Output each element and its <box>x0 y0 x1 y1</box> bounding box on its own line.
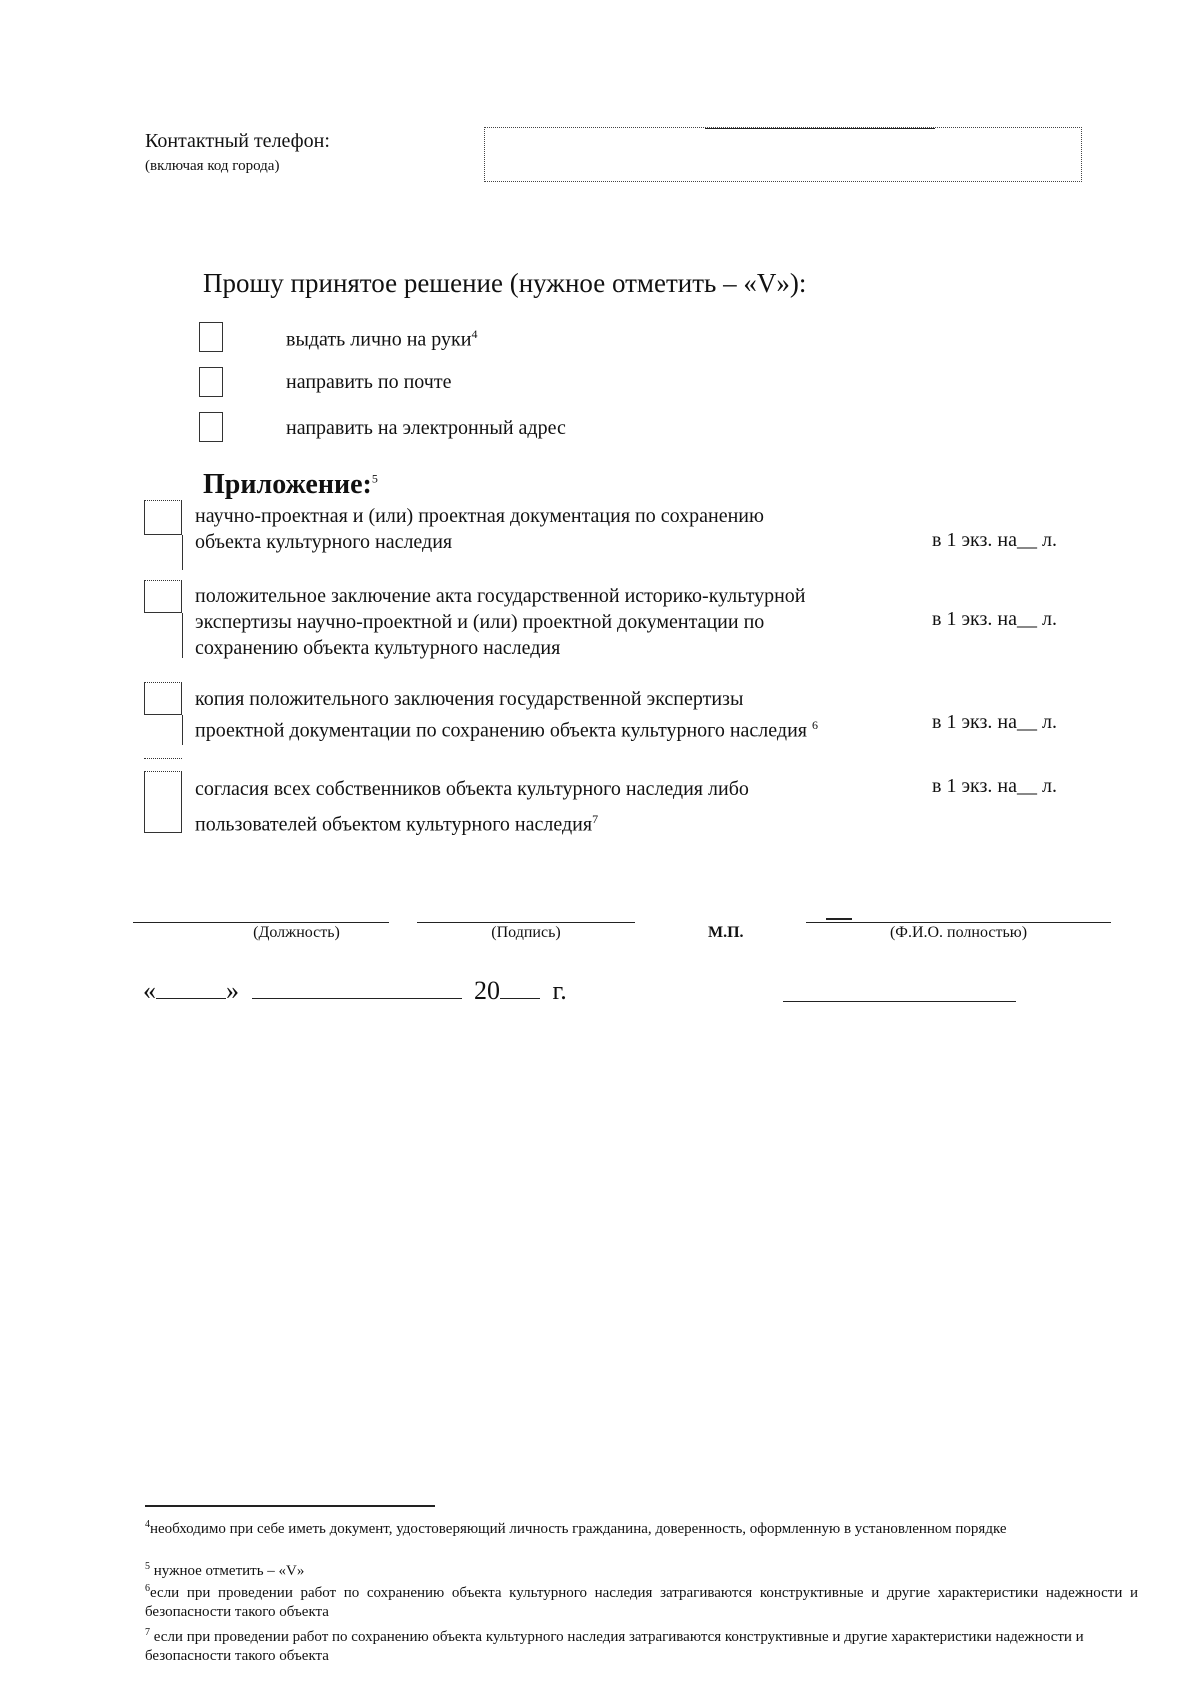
attachment-4-count: в 1 экз. на__ л. <box>932 775 1057 797</box>
date-year-field[interactable] <box>500 978 540 999</box>
footnote-4: $^4$необходимо при себе иметь документ, удостоверяющий личность гражданина, доверенность, оформленную в установленном порядке <box>145 1519 1007 1537</box>
attachment-2-count: в 1 экз. на__ л. <box>932 608 1057 630</box>
attachment-4-text: согласия всех собственников объекта культурного наследия либо пользователей объектом культурного наследия$^7$ <box>195 778 749 836</box>
signature-line[interactable] <box>417 922 635 923</box>
attachment-2-text: положительное заключение акта государственной историко-культурной экспертизы научно-проектной и (или) проектной документации по сохранению объекта культурного наследия <box>195 585 806 659</box>
footnote-6: $^6$если при проведении работ по сохранению объекта культурного наследия затрагиваются конструктивные и другие характеристики надежности и безопасности такого объекта <box>145 1583 1138 1620</box>
full-name-line[interactable] <box>806 922 1111 923</box>
signature-label: (Подпись) <box>491 924 561 941</box>
checkbox-attachment-2[interactable] <box>144 580 182 613</box>
contact-phone-field[interactable] <box>484 127 1082 182</box>
checkbox-attachment-3[interactable] <box>144 682 182 715</box>
date-year-suffix: г. <box>552 976 567 1005</box>
footnote-rule <box>145 1505 435 1507</box>
date-close-quote: » <box>226 976 239 1005</box>
full-name-label: (Ф.И.О. полностью) <box>889 924 1028 941</box>
attachment-3-bracket <box>182 715 183 745</box>
checkbox-send-by-email[interactable] <box>199 412 223 442</box>
option-send-by-email: направить на электронный адрес <box>286 417 566 439</box>
footnote-7: $^7$ если при проведении работ по сохранению объекта культурного наследия затрагиваются конструктивные и другие характеристики надежности и безопасности такого объекта <box>145 1627 1084 1664</box>
request-title: Прошу принятое решение (нужное отметить – «V»): <box>203 268 807 298</box>
position-label: (Должность) <box>253 924 340 941</box>
date-year-prefix: 20 <box>474 976 500 1005</box>
checkbox-deliver-in-person[interactable] <box>199 322 223 352</box>
contact-phone-sublabel: (включая код города) <box>145 158 280 174</box>
position-line[interactable] <box>133 922 389 923</box>
date-day-field[interactable] <box>156 978 226 999</box>
date-row <box>143 976 567 1006</box>
attachment-1-text: научно-проектная и (или) проектная документация по сохранению объекта культурного наследия <box>195 505 764 553</box>
attachment-3-count: в 1 экз. на__ л. <box>932 711 1057 733</box>
attachment-1-bracket <box>182 535 183 570</box>
date-right-line[interactable] <box>783 1001 1016 1002</box>
date-open-quote: « <box>143 976 156 1005</box>
checkbox-attachment-4[interactable] <box>144 771 182 833</box>
attachments-title: Приложение:$^5$ <box>203 469 378 500</box>
contact-phone-label: Контактный телефон: <box>145 130 330 152</box>
date-month-field[interactable] <box>252 978 462 999</box>
attachment-3-text: копия положительного заключения государственной экспертизы проектной документации по сохранению объекта культурного наследия $^6$ <box>195 688 818 742</box>
attachment-3-separator <box>144 758 182 759</box>
phone-box-rule <box>705 128 935 129</box>
attachment-1-count: в 1 экз. на__ л. <box>932 529 1057 551</box>
attachment-2-bracket <box>182 613 183 658</box>
option-send-by-mail: направить по почте <box>286 371 452 393</box>
stamp-label: М.П. <box>708 924 744 941</box>
full-name-line-mark <box>826 918 852 920</box>
checkbox-send-by-mail[interactable] <box>199 367 223 397</box>
checkbox-attachment-1[interactable] <box>144 500 182 535</box>
option-deliver-in-person: выдать лично на руки$^4$ <box>286 327 478 351</box>
footnote-5: $^5$ нужное отметить – «V» <box>145 1561 305 1579</box>
